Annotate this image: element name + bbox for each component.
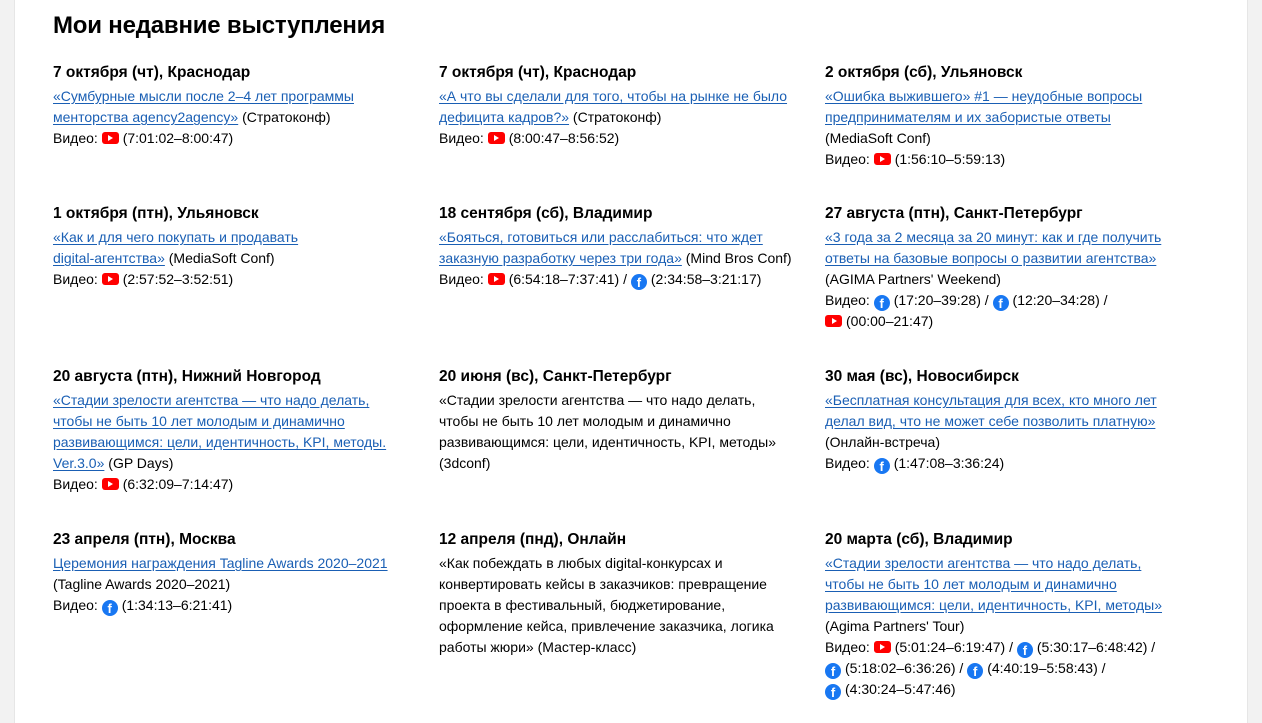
talk-line [825,574,1195,595]
talk-text: оформление кейса, привлечение заказчика, логика [439,618,774,634]
talk-text: (8:00:47–8:56:52) [508,130,620,146]
talk-text: (12:20–34:28) / [1012,292,1108,308]
talk-link[interactable]: Ver.3.0» [53,455,105,471]
youtube-icon[interactable] [825,315,842,327]
talk-line [825,679,1195,700]
talk-text: (GP Days) [104,455,174,471]
talk-date: 20 июня (вс) [439,368,535,385]
talk-card [439,204,809,290]
talk-card [825,367,1195,474]
talk-text: (7:01:02–8:00:47) [122,130,234,146]
talk-text: Видео: [53,271,102,287]
talk-text: Видео: [825,455,874,471]
talk-link[interactable]: делал вид, что не может себе позволить платную» [825,413,1156,429]
talk-link[interactable]: «Бояться, готовиться или расслабиться: что ждет [439,229,763,245]
talk-link[interactable]: «А что вы сделали для того, чтобы на рынке не было [439,88,788,104]
youtube-icon[interactable] [102,478,119,490]
talk-line [439,595,809,616]
talk-card [53,367,423,495]
talk-text: развивающимся: цели, идентичность, KPI, методы» [439,434,777,450]
talk-line [825,595,1195,616]
facebook-icon[interactable]: f [102,600,118,616]
talk-date: 12 апреля (пнд) [439,531,559,548]
talk-link[interactable]: «Ошибка выжившего» #1 — неудобные вопросы [825,88,1143,104]
talk-text: (Agima Partners' Tour) [825,618,965,634]
youtube-icon[interactable] [488,273,505,285]
talk-text: (Mind Bros Conf) [681,250,792,266]
talk-line [53,107,423,128]
talk-card [439,530,809,658]
facebook-icon[interactable]: f [993,295,1009,311]
talk-card [53,204,423,290]
talk-date-city: 20 марта (сб), Владимир [825,531,1013,548]
talk-line [825,290,1195,311]
talk-line [53,553,423,574]
talk-text: (1:47:08–3:36:24) [893,455,1005,471]
talk-date-city: 12 апреля (пнд), Онлайн [439,531,627,548]
talk-date-city: 27 августа (птн), Санкт-Петербург [825,205,1083,222]
talk-date-city: 30 мая (вс), Новосибирск [825,368,1019,385]
talk-line [825,248,1195,269]
talk-city: Санкт-Петербург [953,205,1083,222]
talk-text: (2:57:52–3:52:51) [122,271,234,287]
youtube-icon[interactable] [874,153,891,165]
talk-text: (5:01:24–6:19:47) / [894,639,1017,655]
talk-line [53,390,423,411]
talk-line [53,248,423,269]
left-margin-rail [0,0,15,723]
talk-text: Видео: [53,130,102,146]
facebook-icon[interactable]: f [874,295,890,311]
talk-date: 1 октября (птн) [53,205,169,222]
talk-text: (MediaSoft Conf) [825,130,931,146]
talk-date-city: 18 сентября (сб), Владимир [439,205,653,222]
facebook-icon[interactable]: f [1017,642,1033,658]
talk-line [825,658,1195,679]
talk-text: (5:18:02–6:36:26) / [845,660,968,676]
talk-line [825,390,1195,411]
talk-text: (1:34:13–6:21:41) [121,597,233,613]
talk-date-city: 2 октября (сб), Ульяновск [825,64,1023,81]
talk-text: Видео: [439,130,488,146]
talk-city: Владимир [572,205,653,222]
talk-card [439,367,809,474]
talk-date: 20 августа (птн) [53,368,174,385]
talk-text: Видео: [439,271,488,287]
talk-link[interactable]: менторства agency2agency» [53,109,239,125]
talk-date: 23 апреля (птн) [53,531,171,548]
talk-text: «Как побеждать в любых digital-конкурсах и [439,555,723,571]
talk-link[interactable]: ответы на базовые вопросы о развитии агентства» [825,250,1157,266]
talk-line [439,107,809,128]
talk-date: 20 марта (сб) [825,531,925,548]
talk-date: 30 мая (вс) [825,368,908,385]
talk-text: (4:40:19–5:58:43) / [987,660,1106,676]
talk-text: (4:30:24–5:47:46) [845,681,956,697]
talk-city: Онлайн [567,531,627,548]
talk-line [53,432,423,453]
talk-city: Ульяновск [177,205,259,222]
talk-date: 18 сентября (сб) [439,205,565,222]
talk-line [53,411,423,432]
youtube-icon[interactable] [102,273,119,285]
talk-city: Санкт-Петербург [542,368,672,385]
talk-line [439,128,809,149]
talk-link[interactable]: заказную разработку через три года» [439,250,682,266]
talk-text: (Tagline Awards 2020–2021) [53,576,231,592]
talk-link[interactable]: дефицита кадров?» [439,109,570,125]
talk-date-city: 1 октября (птн), Ульяновск [53,205,259,222]
talk-line [825,128,1195,149]
facebook-icon[interactable]: f [825,684,841,700]
talk-text: (6:54:18–7:37:41) / [508,271,631,287]
talk-link[interactable]: чтобы не быть 10 лет молодым и динамично [825,576,1117,592]
talk-line [439,390,809,411]
talk-text: Видео: [53,476,102,492]
talk-text: «Стадии зрелости агентства — что надо делать, [439,392,756,408]
talk-link[interactable]: «Как и для чего покупать и продавать [53,229,299,245]
talk-line [825,432,1195,453]
talk-line [825,553,1195,574]
talk-line [439,269,809,290]
talk-line [53,474,423,495]
talk-line [825,269,1195,290]
talk-line [825,227,1195,248]
talk-card [53,63,423,149]
talk-text: (AGIMA Partners' Weekend) [825,271,1001,287]
talk-city: Новосибирск [916,368,1019,385]
talk-line [825,149,1195,170]
talk-city: Владимир [933,531,1013,548]
talk-text: (17:20–39:28) / [893,292,993,308]
talk-city: Краснодар [167,64,251,81]
talk-text: (2:34:58–3:21:17) [650,271,762,287]
page-title: Мои недавние выступления [53,12,386,39]
talk-line [439,227,809,248]
talk-line [439,86,809,107]
talk-link[interactable]: «Сумбурные мысли после 2–4 лет программы [53,88,354,104]
talk-link[interactable]: «Стадии зрелости агентства — что надо делать, [53,392,370,408]
talk-text: (MediaSoft Conf) [164,250,275,266]
talk-text: конвертировать кейсы в заказчиков: превращение [439,576,767,592]
talk-line [53,453,423,474]
talk-line [439,453,809,474]
right-margin-rail [1247,0,1262,723]
talk-line [825,453,1195,474]
youtube-icon[interactable] [102,132,119,144]
talk-line [53,269,423,290]
talk-line [439,411,809,432]
talk-text: Видео: [825,639,874,655]
talk-line [825,311,1195,332]
talk-link[interactable]: развивающимся: цели, идентичность, KPI, методы» [825,597,1163,613]
talk-date-city: 20 июня (вс), Санкт-Петербург [439,368,672,385]
talk-text: (Стратоконф) [238,109,331,125]
talk-city: Москва [179,531,236,548]
talk-card [825,204,1195,332]
talk-line [53,595,423,616]
talk-line [439,637,809,658]
talk-date: 27 августа (птн) [825,205,946,222]
facebook-icon[interactable]: f [874,458,890,474]
talk-text: (Онлайн-встреча) [825,434,940,450]
talk-text: (00:00–21:47) [846,313,934,329]
facebook-icon[interactable]: f [825,663,841,679]
talk-city: Нижний Новгород [181,368,321,385]
talk-date: 7 октября (чт) [53,64,159,81]
talk-line [825,637,1195,658]
youtube-icon[interactable] [874,641,891,653]
talk-line [825,86,1195,107]
talk-link[interactable]: digital-агентства» [53,250,165,266]
facebook-icon[interactable]: f [967,663,983,679]
talk-text: (3dconf) [439,455,491,471]
talk-text: Видео: [53,597,102,613]
talk-text: Видео: [825,151,874,167]
talk-link[interactable]: развивающимся: цели, идентичность, KPI, методы. [53,434,387,450]
talk-line [439,248,809,269]
talk-text: (1:56:10–5:59:13) [894,151,1006,167]
talk-text: (Стратоконф) [569,109,662,125]
talk-line [439,616,809,637]
talk-line [439,432,809,453]
talk-text: проекта в фестивальный, бюджетирование, [439,597,726,613]
talk-line [825,107,1195,128]
talk-card [825,530,1195,700]
talk-text: Видео: [825,292,874,308]
talk-link[interactable]: «Бесплатная консультация для всех, кто много лет [825,392,1157,408]
youtube-icon[interactable] [488,132,505,144]
talk-link[interactable]: «3 года за 2 месяца за 20 минут: как и где получить [825,229,1162,245]
facebook-icon[interactable]: f [631,274,647,290]
talk-date-city: 7 октября (чт), Краснодар [53,64,251,81]
talk-date-city: 20 августа (птн), Нижний Новгород [53,368,321,385]
talk-line [439,574,809,595]
talk-date-city: 7 октября (чт), Краснодар [439,64,637,81]
talk-text: (5:30:17–6:48:42) / [1036,639,1156,655]
talk-line [53,128,423,149]
talk-date-city: 23 апреля (птн), Москва [53,531,236,548]
talk-city: Ульяновск [940,64,1023,81]
talk-link[interactable]: предпринимателям и их забористые ответы [825,109,1111,125]
talk-link[interactable]: «Стадии зрелости агентства — что надо делать, [825,555,1142,571]
talk-text: работы жюри» (Мастер-класс) [439,639,637,655]
talk-line [825,616,1195,637]
talk-line [439,553,809,574]
talk-date: 7 октября (чт) [439,64,545,81]
talk-line [53,574,423,595]
talk-city: Краснодар [553,64,637,81]
talk-link[interactable]: чтобы не быть 10 лет молодым и динамично [53,413,345,429]
talk-text: чтобы не быть 10 лет молодым и динамично [439,413,731,429]
talk-link[interactable]: Церемония награждения Tagline Awards 2020–2021 [53,555,388,571]
talk-line [53,227,423,248]
talk-card [439,63,809,149]
talk-text: (6:32:09–7:14:47) [122,476,234,492]
talk-card [825,63,1195,170]
talk-date: 2 октября (сб) [825,64,933,81]
talk-line [53,86,423,107]
talk-card [53,530,423,616]
talk-line [825,411,1195,432]
